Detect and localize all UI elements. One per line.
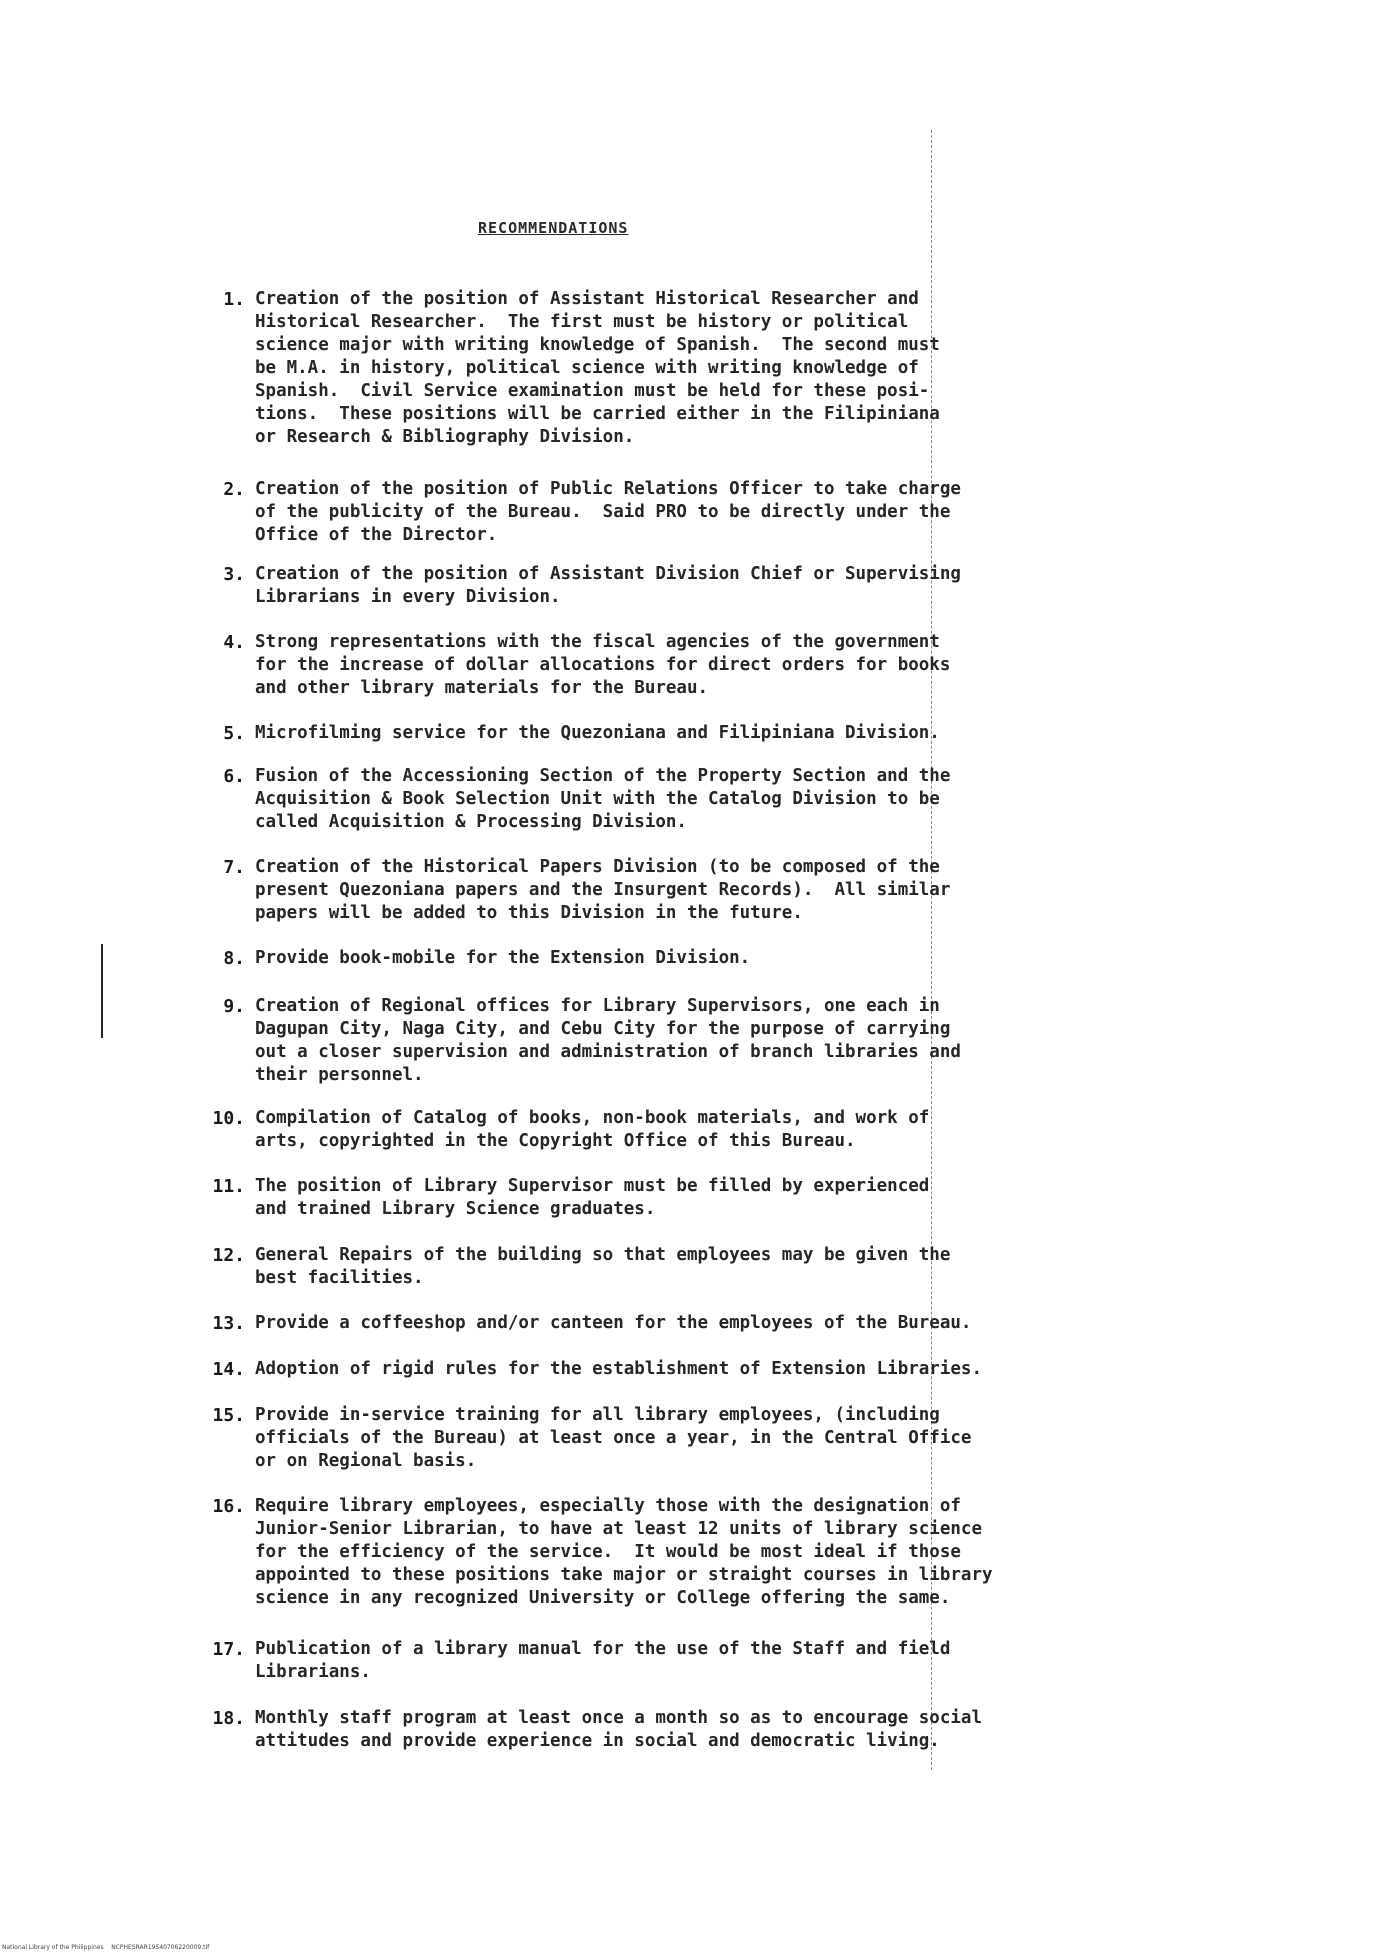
- item-line: Spanish. Civil Service examination must be held for these posi-: [255, 381, 930, 401]
- item-number: 10.: [212, 1108, 245, 1129]
- item-number: 18.: [212, 1708, 245, 1729]
- item-line: Provide a coffeeshop and/or canteen for the employees of the Bureau.: [255, 1313, 972, 1333]
- item-line: Publication of a library manual for the use of the Staff and field: [255, 1639, 951, 1659]
- item-number: 7.: [223, 857, 245, 878]
- item-line: Acquisition & Book Selection Unit with the Catalog Division to be: [255, 789, 940, 809]
- item-text: [255, 478, 1065, 547]
- item-line: of the publicity of the Bureau. Said PRO to be directly under the: [255, 502, 951, 522]
- item-line: The position of Library Supervisor must be filled by experienced: [255, 1176, 930, 1196]
- item-line: Monthly staff program at least once a month so as to encourage social: [255, 1708, 982, 1728]
- item-line: science in any recognized University or College offering the same.: [255, 1588, 951, 1608]
- item-line: best facilities.: [255, 1268, 424, 1288]
- item-number: 4.: [223, 632, 245, 653]
- item-text: [255, 722, 1065, 745]
- item-line: Librarians in every Division.: [255, 587, 561, 607]
- item-number: 12.: [212, 1245, 245, 1266]
- item-line: General Repairs of the building so that employees may be given the: [255, 1245, 951, 1265]
- item-number: 17.: [212, 1639, 245, 1660]
- item-line: Compilation of Catalog of books, non-book materials, and work of: [255, 1108, 930, 1128]
- item-number: 3.: [223, 564, 245, 585]
- item-number: 13.: [212, 1313, 245, 1334]
- item-text: [255, 765, 1065, 834]
- item-line: science major with writing knowledge of Spanish. The second must: [255, 335, 940, 355]
- item-text: [255, 1107, 1065, 1153]
- item-text: [255, 1495, 1065, 1610]
- item-line: Creation of Regional offices for Library Supervisors, one each in: [255, 996, 940, 1016]
- item-number: 1.: [223, 289, 245, 310]
- item-number: 2.: [223, 479, 245, 500]
- item-line: Historical Researcher. The first must be history or political: [255, 312, 909, 332]
- item-line: Creation of the position of Assistant Historical Researcher and: [255, 289, 919, 309]
- item-text: [255, 856, 1065, 925]
- left-margin-mark: [101, 944, 103, 1038]
- item-line: Creation of the position of Public Relations Officer to take charge: [255, 479, 961, 499]
- item-text: [255, 631, 1065, 700]
- item-line: for the efficiency of the service. It would be most ideal if those: [255, 1542, 961, 1562]
- item-line: Require library employees, especially those with the designation of: [255, 1496, 961, 1516]
- item-line: Provide in-service training for all library employees, (including: [255, 1405, 940, 1425]
- item-text: [255, 1638, 1065, 1684]
- item-line: Office of the Director.: [255, 525, 498, 545]
- item-number: 6.: [223, 766, 245, 787]
- item-line: officials of the Bureau) at least once a year, in the Central Office: [255, 1428, 972, 1448]
- item-line: their personnel.: [255, 1065, 424, 1085]
- item-text: [255, 1358, 1065, 1381]
- item-line: Fusion of the Accessioning Section of the Property Section and the: [255, 766, 951, 786]
- item-number: 9.: [223, 996, 245, 1017]
- item-line: tions. These positions will be carried either in the Filipiniana: [255, 404, 940, 424]
- item-number: 11.: [212, 1176, 245, 1197]
- item-text: [255, 288, 1065, 449]
- item-line: arts, copyrighted in the Copyright Office of this Bureau.: [255, 1131, 856, 1151]
- scan-footer: National Library of the Philippines NCPHESRAR19540706220009.tif: [2, 1944, 210, 1951]
- item-line: Junior-Senior Librarian, to have at least 12 units of library science: [255, 1519, 982, 1539]
- item-line: Dagupan City, Naga City, and Cebu City for the purpose of carrying: [255, 1019, 951, 1039]
- item-line: appointed to these positions take major or straight courses in library: [255, 1565, 993, 1585]
- item-line: Microfilming service for the Quezoniana and Filipiniana Division.: [255, 723, 940, 743]
- item-text: [255, 1404, 1065, 1473]
- item-text: [255, 995, 1065, 1087]
- item-line: Librarians.: [255, 1662, 371, 1682]
- item-number: 16.: [212, 1496, 245, 1517]
- item-line: Strong representations with the fiscal agencies of the government: [255, 632, 940, 652]
- item-number: 15.: [212, 1405, 245, 1426]
- item-text: [255, 1312, 1065, 1335]
- item-line: or Research & Bibliography Division.: [255, 427, 635, 447]
- item-line: and other library materials for the Bureau.: [255, 678, 709, 698]
- item-line: and trained Library Science graduates.: [255, 1199, 656, 1219]
- item-text: [255, 1707, 1065, 1753]
- item-number: 14.: [212, 1359, 245, 1380]
- item-line: Creation of the position of Assistant Division Chief or Supervising: [255, 564, 961, 584]
- item-line: attitudes and provide experience in social and democratic living.: [255, 1731, 940, 1751]
- item-text: [255, 1175, 1065, 1221]
- item-text: [255, 947, 1065, 970]
- item-line: called Acquisition & Processing Division.: [255, 812, 687, 832]
- item-line: Creation of the Historical Papers Division (to be composed of the: [255, 857, 940, 877]
- item-line: present Quezoniana papers and the Insurgent Records). All similar: [255, 880, 951, 900]
- item-text: [255, 1244, 1065, 1290]
- item-line: or on Regional basis.: [255, 1451, 477, 1471]
- item-line: Provide book-mobile for the Extension Division.: [255, 948, 751, 968]
- item-line: papers will be added to this Division in the future.: [255, 903, 803, 923]
- item-line: be M.A. in history, political science with writing knowledge of: [255, 358, 919, 378]
- item-number: 5.: [223, 723, 245, 744]
- item-text: [255, 563, 1065, 609]
- page-title: RECOMMENDATIONS: [478, 219, 629, 237]
- item-line: out a closer supervision and administration of branch libraries and: [255, 1042, 961, 1062]
- item-number: 8.: [223, 948, 245, 969]
- item-line: for the increase of dollar allocations for direct orders for books: [255, 655, 951, 675]
- item-line: Adoption of rigid rules for the establishment of Extension Libraries.: [255, 1359, 982, 1379]
